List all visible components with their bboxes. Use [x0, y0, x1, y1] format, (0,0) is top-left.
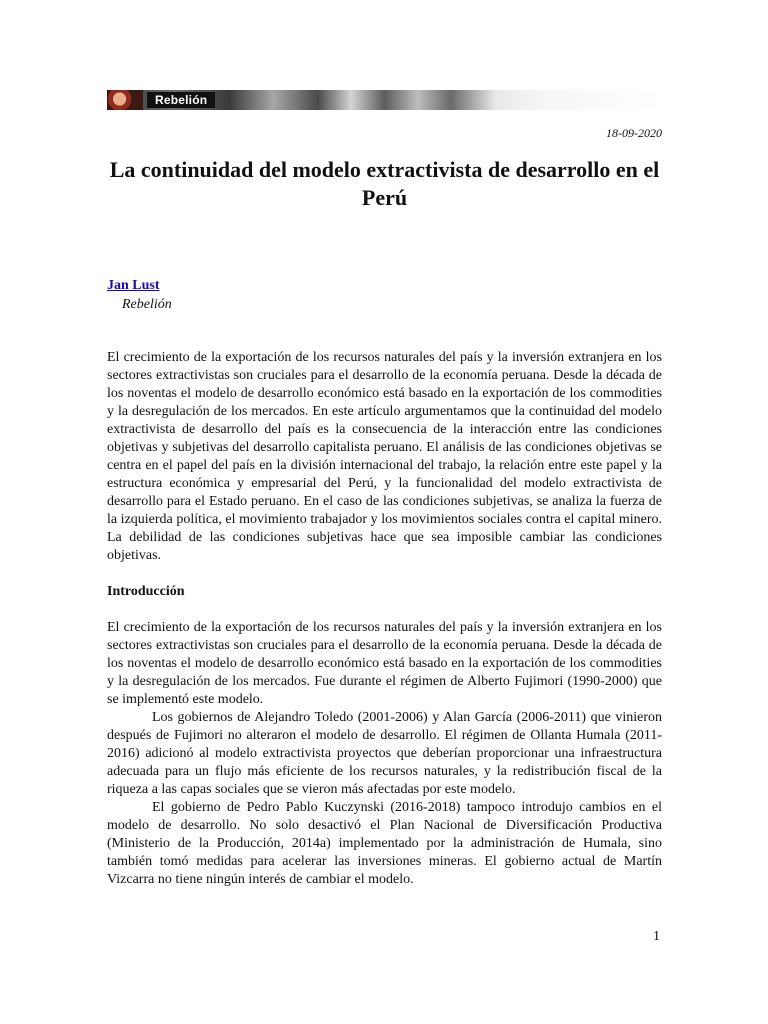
- rebelion-banner: [107, 90, 662, 110]
- abstract-paragraph: El crecimiento de la exportación de los recursos naturales del país y la inversión extranjera en los sectores extractivistas son cruciales para el desarrollo de la economía peruana. Desde la década de los noventas el modelo de desarrollo económico está basado en la exportación de los commodities y la desregulación de los mercados. En este artículo argumentamos que la continuidad del modelo extractivista de desarrollo del país es la consecuencia de la interacción entre las condiciones objetivas y subjetivas del desarrollo capitalista peruano. El análisis de las condiciones objetivas se centra en el papel del país en la división internacional del trabajo, la relación entre este papel y la estructura económica y empresarial del Perú, y la funcionalidad del modelo extractivista de desarrollo para el Estado peruano. En el caso de las condiciones subjetivas, se analiza la fuerza de la izquierda política, el movimiento trabajador y los movimientos sociales contra el capital minero. La debilidad de las condiciones subjetivas hace que sea imposible cambiar las condiciones objetivas.: [107, 350, 662, 563]
- outlet-name: Rebelión: [122, 297, 172, 312]
- article-title: La continuidad del modelo extractivista de desarrollo en el Perú: [109, 157, 660, 210]
- banner-brand-label: Rebelión: [147, 92, 215, 108]
- banner-photo: [107, 90, 143, 110]
- author-link[interactable]: Jan Lust: [107, 278, 160, 293]
- body-paragraph: El crecimiento de la exportación de los recursos naturales del país y la inversión extranjera en los sectores extractivistas son cruciales para el desarrollo de la economía peruana. Desde la década de los noventas el modelo de desarrollo económico está basado en la exportación de los commodities y la desregulación de los mercados. Fue durante el régimen de Alberto Fujimori (1990-2000) que se implementó este modelo.: [107, 620, 662, 707]
- publication-date: 18-09-2020: [606, 126, 662, 140]
- body-paragraph: El gobierno de Pedro Pablo Kuczynski (2016-2018) tampoco introdujo cambios en el modelo de desarrollo. No solo desactivó el Plan Nacional de Diversificación Productiva (Ministerio de la Producción, 2014a) implementado por la administración de Humala, sino también tomó medidas para acelerar las inversiones mineras. El gobierno actual de Martín Vizcarra no tiene ningún interés de cambiar el modelo.: [107, 800, 662, 887]
- page-number: 1: [653, 929, 660, 944]
- section-heading: Introducción: [107, 584, 185, 599]
- body-paragraph: Los gobiernos de Alejandro Toledo (2001-2006) y Alan García (2006-2011) que vinieron después de Fujimori no alteraron el modelo de desarrollo. El régimen de Ollanta Humala (2011-2016) adicionó al modelo extractivista proyectos que deberían proporcionar una infraestructura adecuada para un flujo más eficiente de los recursos naturales, y la redistribución fiscal de la riqueza a las capas sociales que se vieron más afectadas por este modelo.: [107, 710, 662, 797]
- article-body: [107, 349, 662, 889]
